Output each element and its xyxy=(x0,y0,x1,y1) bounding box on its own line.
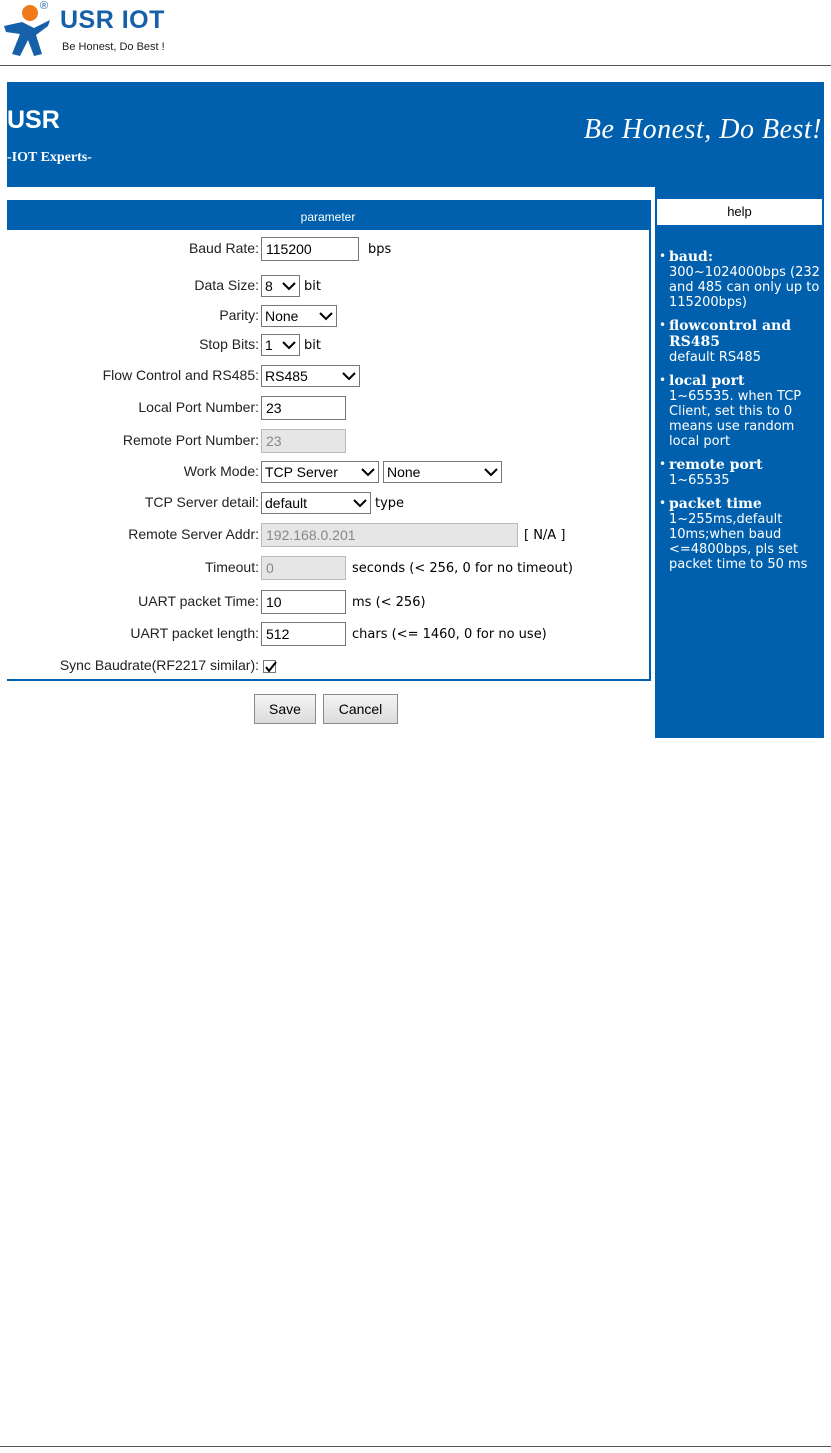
registered-mark: ® xyxy=(40,0,49,12)
data-size-value: 8 xyxy=(265,278,273,294)
help-item-title: • baud: xyxy=(669,249,713,265)
local-port-label: Local Port Number: xyxy=(138,399,259,415)
packet-length-input[interactable] xyxy=(261,622,346,646)
sync-baudrate-row xyxy=(7,653,651,679)
packet-time-unit: ms (< 256) xyxy=(352,594,426,610)
packet-time-label: UART packet Time: xyxy=(138,593,259,609)
header-divider xyxy=(0,65,831,66)
document-header xyxy=(0,0,831,66)
baud-rate-label: Baud Rate: xyxy=(188,240,259,256)
work-mode-sub-select[interactable] xyxy=(383,461,502,483)
packet-time-input[interactable] xyxy=(261,590,346,614)
chevron-down-icon xyxy=(361,467,375,477)
footer-divider xyxy=(0,1446,831,1447)
flow-control-select[interactable] xyxy=(261,365,360,387)
remote-port-label: Remote Port Number: xyxy=(122,432,259,448)
help-item xyxy=(655,249,824,310)
timeout-row xyxy=(7,555,651,581)
remote-addr-row xyxy=(7,522,651,548)
flow-control-value: RS485 xyxy=(265,368,308,384)
help-item xyxy=(655,457,824,488)
stop-bits-select[interactable] xyxy=(261,334,300,356)
banner-subtitle: -IOT Experts- xyxy=(7,150,92,165)
save-button[interactable]: Save xyxy=(254,694,316,724)
checkmark-icon xyxy=(263,659,278,674)
tcp-detail-row xyxy=(7,490,651,516)
data-size-select[interactable] xyxy=(261,275,300,297)
data-size-label: Data Size: xyxy=(194,277,259,293)
parameter-header: parameter xyxy=(7,202,649,230)
help-item-title: • local port xyxy=(669,373,745,389)
work-mode-select[interactable] xyxy=(261,461,379,483)
tcp-detail-unit: type xyxy=(375,495,405,511)
help-item xyxy=(655,373,824,449)
work-mode-sub-value: None xyxy=(387,464,421,480)
help-item xyxy=(655,318,824,365)
work-mode-label: Work Mode: xyxy=(183,463,259,479)
brand-name: USR IOT xyxy=(60,6,165,34)
chevron-down-icon xyxy=(282,340,296,350)
help-item-text: default RS485 xyxy=(669,350,761,365)
cancel-button[interactable]: Cancel xyxy=(323,694,398,724)
parity-value: None xyxy=(265,308,299,324)
chevron-down-icon xyxy=(282,281,296,291)
stop-bits-row xyxy=(7,332,651,358)
flow-control-label: Flow Control and RS485: xyxy=(102,367,259,383)
help-header: help xyxy=(655,197,824,227)
work-mode-row xyxy=(7,459,651,485)
remote-port-input xyxy=(261,429,346,453)
remote-addr-unit: [ N/A ] xyxy=(524,527,566,543)
flow-control-row xyxy=(7,363,651,389)
baud-rate-row xyxy=(7,236,651,262)
timeout-input xyxy=(261,556,346,580)
help-item-text: 300~1024000bps (232 and 485 can only up to 115200bps) xyxy=(669,265,820,310)
chevron-down-icon xyxy=(319,311,333,321)
local-port-input[interactable] xyxy=(261,396,346,420)
stop-bits-value: 1 xyxy=(265,337,273,353)
help-item-title: • packet time xyxy=(669,496,762,512)
chevron-down-icon xyxy=(484,467,498,477)
baud-rate-input[interactable] xyxy=(261,237,359,261)
help-item-text: 1~65535 xyxy=(669,473,730,488)
work-mode-value: TCP Server xyxy=(265,464,338,480)
chevron-down-icon xyxy=(353,498,367,508)
stop-bits-label: Stop Bits: xyxy=(199,336,259,352)
help-item-text: 1~65535. when TCP Client, set this to 0 means use random local port xyxy=(669,389,802,449)
banner-title: USR xyxy=(7,106,60,134)
remote-port-row xyxy=(7,428,651,454)
remote-addr-label: Remote Server Addr: xyxy=(128,526,259,542)
local-port-row xyxy=(7,395,651,421)
remote-addr-input xyxy=(261,523,518,547)
tcp-detail-select[interactable] xyxy=(261,492,371,514)
tcp-detail-label: TCP Server detail: xyxy=(144,494,259,510)
help-item xyxy=(655,496,824,572)
parity-label: Parity: xyxy=(219,307,259,323)
tcp-detail-value: default xyxy=(265,495,308,511)
packet-length-label: UART packet length: xyxy=(130,625,259,641)
help-item-title: • remote port xyxy=(669,457,763,473)
chevron-down-icon xyxy=(342,371,356,381)
site-banner xyxy=(7,82,824,187)
parity-row xyxy=(7,303,651,329)
packet-time-row xyxy=(7,589,651,615)
data-size-row xyxy=(7,273,651,299)
brand-tagline: Be Honest, Do Best ! xyxy=(62,41,165,53)
banner-motto: Be Honest, Do Best! xyxy=(583,114,822,145)
parity-select[interactable] xyxy=(261,305,337,327)
packet-length-row xyxy=(7,621,651,647)
data-size-unit: bit xyxy=(304,278,321,294)
help-list xyxy=(655,249,824,580)
stop-bits-unit: bit xyxy=(304,337,321,353)
timeout-label: Timeout: xyxy=(205,559,259,575)
parameter-panel xyxy=(7,200,651,681)
baud-rate-unit: bps xyxy=(368,241,392,257)
help-item-text: 1~255ms,default 10ms;when baud <=4800bps, pls set packet time to 50 ms xyxy=(669,512,808,572)
sync-baudrate-label: Sync Baudrate(RF2217 similar): xyxy=(59,657,259,673)
help-item-title: • flowcontrol and RS485 xyxy=(669,318,792,350)
packet-length-unit: chars (<= 1460, 0 for no use) xyxy=(352,626,547,642)
timeout-unit: seconds (< 256, 0 for no timeout) xyxy=(352,560,573,576)
sync-baudrate-checkbox[interactable] xyxy=(263,660,276,673)
help-panel xyxy=(655,187,824,738)
